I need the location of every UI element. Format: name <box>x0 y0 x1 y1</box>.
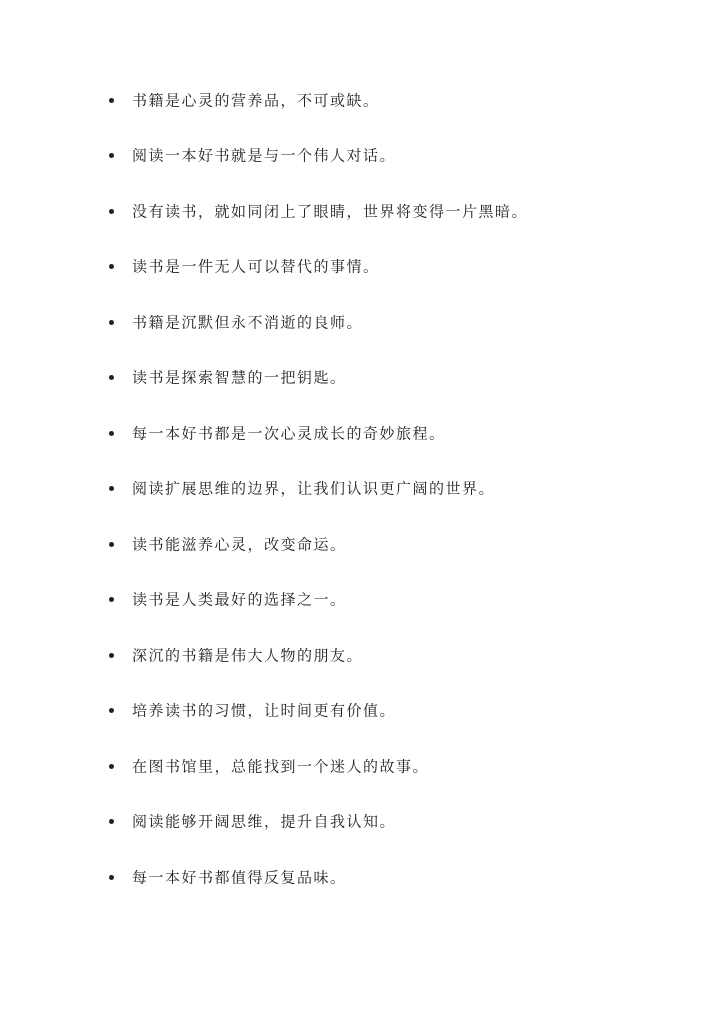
list-item <box>0 72 720 128</box>
list-item-text: 深沉的书籍是伟大人物的朋友。 <box>132 646 364 665</box>
bullet-icon <box>109 98 114 103</box>
list-item <box>0 627 720 683</box>
list-item-text: 每一本好书都是一次心灵成长的奇妙旅程。 <box>132 424 446 443</box>
list-item <box>0 516 720 572</box>
list-item-text: 读书是人类最好的选择之一。 <box>132 590 347 609</box>
list-item <box>0 239 720 295</box>
list-item <box>0 128 720 184</box>
list-item <box>0 738 720 794</box>
quote-list <box>0 72 720 905</box>
list-item-text: 每一本好书都值得反复品味。 <box>132 868 347 887</box>
bullet-icon <box>109 819 114 824</box>
bullet-icon <box>109 764 114 769</box>
list-item <box>0 294 720 350</box>
bullet-icon <box>109 597 114 602</box>
list-item <box>0 183 720 239</box>
list-item-text: 读书是探索智慧的一把钥匙。 <box>132 368 347 387</box>
list-item-text: 读书是一件无人可以替代的事情。 <box>132 257 380 276</box>
list-item-text: 没有读书，就如同闭上了眼睛，世界将变得一片黑暗。 <box>132 202 529 221</box>
bullet-icon <box>109 209 114 214</box>
bullet-icon <box>109 153 114 158</box>
list-item <box>0 572 720 628</box>
list-item <box>0 794 720 850</box>
bullet-icon <box>109 264 114 269</box>
list-item-text: 在图书馆里，总能找到一个迷人的故事。 <box>132 757 430 776</box>
list-item <box>0 461 720 517</box>
bullet-icon <box>109 320 114 325</box>
bullet-icon <box>109 431 114 436</box>
list-item-text: 书籍是心灵的营养品，不可或缺。 <box>132 91 380 110</box>
list-item <box>0 849 720 905</box>
bullet-icon <box>109 486 114 491</box>
bullet-icon <box>109 542 114 547</box>
list-item <box>0 350 720 406</box>
list-item-text: 阅读能够开阔思维，提升自我认知。 <box>132 812 397 831</box>
list-item-text: 阅读一本好书就是与一个伟人对话。 <box>132 146 397 165</box>
bullet-icon <box>109 375 114 380</box>
list-item-text: 读书能滋养心灵，改变命运。 <box>132 535 347 554</box>
bullet-icon <box>109 875 114 880</box>
list-item-text: 培养读书的习惯，让时间更有价值。 <box>132 701 397 720</box>
bullet-icon <box>109 653 114 658</box>
list-item-text: 书籍是沉默但永不消逝的良师。 <box>132 313 364 332</box>
list-item-text: 阅读扩展思维的边界，让我们认识更广阔的世界。 <box>132 479 496 498</box>
list-item <box>0 683 720 739</box>
bullet-icon <box>109 708 114 713</box>
list-item <box>0 405 720 461</box>
